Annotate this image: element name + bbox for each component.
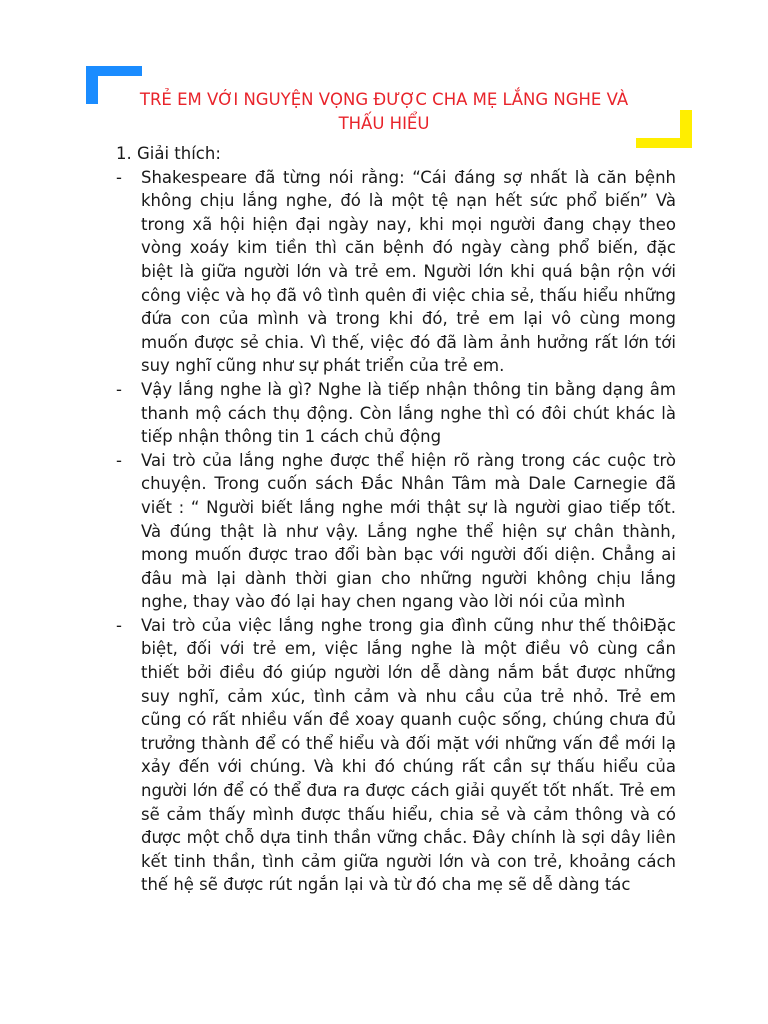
bullet-paragraph [116,166,676,378]
bullet-marker: - [116,615,122,635]
bullet-text: Vậy lắng nghe là gì? Nghe là tiếp nhận thông tin bằng dạng âm thanh mộ cách thụ động. Còn lắng nghe thì có đôi chút khác là tiếp nhận thông tin 1 cách chủ động [141,379,676,447]
bullet-marker: - [116,167,122,187]
document-body [116,142,676,897]
bullet-text: Shakespeare đã từng nói rằng: “Cái đáng sợ nhất là căn bệnh không chịu lắng nghe, đó là một tệ nạn hết sức phổ biến” Và trong xã hội hiện đại ngày nay, khi mọi người đang chạy theo vòng xoáy kim tiền thì căn bệnh đó ngày càng phổ biến, đặc biệt là giữa người lớn và trẻ em. Người lớn khi quá bận rộn với công việc và họ đã vô tình quên đi việc chia sẻ, thấu hiểu những đứa con của mình và trong khi đó, trẻ em lại vô cùng mong muốn được sẻ chia. Vì thế, việc đó đã làm ảnh hưởng rất lớn tới suy nghĩ cũng như sự phát triển của trẻ em. [141,167,676,376]
bullet-paragraph [116,449,676,614]
bullet-paragraph [116,378,676,449]
page-title-line: THẤU HIỂU [338,114,430,133]
bullet-text: Vai trò của việc lắng nghe trong gia đình cũng như thế thôiĐặc biệt, đối với trẻ em, việc lắng nghe là một điều vô cùng cần thiết bởi điều đó giúp người lớn dễ dàng nắm bắt được những suy nghĩ, cảm xúc, tình cảm và nhu cầu của trẻ nhỏ. Trẻ em cũng có rất nhiều vấn đề xoay quanh cuộc sống, chúng chưa đủ trưởng thành để có thể hiểu và đối mặt với những vấn đề mới lạ xảy đến với chúng. Và khi đó chúng rất cần sự thấu hiểu của người lớn để có thể đưa ra được cách giải quyết tốt nhất. Trẻ em sẽ cảm thấy mình được thấu hiểu, chia sẻ và cảm thông và có được một chỗ dựa tinh thần vững chắc. Đây chính là sợi dây liên kết tinh thần, tình cảm giữa người lớn và con trẻ, khoảng cách thế hệ sẽ được rút ngắn lại và từ đó cha mẹ sẽ dễ dàng tác [141,615,676,895]
bullet-marker: - [116,379,122,399]
bullet-marker: - [116,450,122,470]
page-title [100,88,668,136]
section-heading: 1. Giải thích: [116,144,221,163]
page-title-line: TRẺ EM VỚI NGUYỆN VỌNG ĐƯỢC CHA MẸ LẮNG NGHE VÀ [139,90,629,109]
bullet-paragraph [116,614,676,897]
bullet-text: Vai trò của lắng nghe được thể hiện rõ ràng trong các cuộc trò chuyện. Trong cuốn sách Đắc Nhân Tâm mà Dale Carnegie đã viết : “ Người biết lắng nghe mới thật sự là người giao tiếp tốt. Và đúng thật là như vậy. Lắng nghe thể hiện sự chân thành, mong muốn được trao đổi bàn bạc với người đối diện. Chẳng ai đâu mà lại dành thời gian cho những người không chịu lắng nghe, thay vào đó lại hay chen ngang vào lời nói của mình [141,450,676,612]
